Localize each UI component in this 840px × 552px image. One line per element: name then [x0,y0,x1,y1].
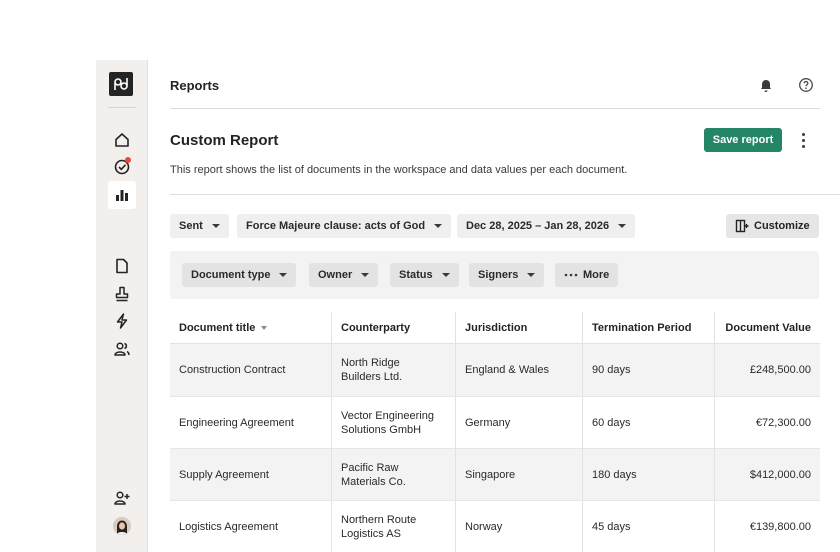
filter-label: Force Majeure clause: acts of God [246,220,426,232]
header-divider [170,108,820,109]
sidebar-item-home[interactable] [108,126,136,154]
logo-mark-icon [113,77,129,91]
user-avatar[interactable] [113,517,131,535]
cell-jurisdiction: Singapore [455,449,582,500]
cell-document-value: £248,500.00 [714,344,820,396]
table-row[interactable] [170,396,820,448]
counterparty-line: Builders Ltd. [341,371,403,383]
caret-down-icon [361,273,369,277]
ellipsis-icon [564,273,578,277]
kebab-dot-icon [802,133,805,136]
filter-label: Owner [318,269,353,281]
lightning-icon [113,312,131,330]
help-button[interactable] [797,76,815,94]
counterparty-line: Solutions GmbH [341,423,422,436]
sidebar-item-documents[interactable] [108,252,136,280]
more-label: More [583,269,610,281]
cell-document-value: $412,000.00 [714,449,820,500]
filter-label: Status [399,269,433,281]
cell-counterparty [331,397,455,448]
stamp-icon [113,285,131,303]
table-row[interactable] [170,448,820,500]
table-row[interactable] [170,344,820,396]
cell-counterparty [331,344,455,396]
sidebar-item-contacts[interactable] [108,335,136,363]
bar-chart-icon [113,186,131,204]
counterparty-line: Materials Co. [341,475,406,488]
cell-document-value: €139,800.00 [714,501,820,552]
save-report-button[interactable]: Save report [704,128,782,152]
cell-document-title: Logistics Agreement [179,520,279,533]
cell-jurisdiction: England & Wales [455,344,582,396]
people-icon [113,340,131,358]
column-label: Document title [179,321,256,334]
sort-caret-icon [261,326,267,330]
column-header-counterparty[interactable]: Counterparty [331,312,455,343]
filter-status[interactable] [390,263,459,287]
cell-termination-period: 60 days [582,397,714,448]
caret-down-icon [442,273,450,277]
sidebar-item-automation[interactable] [108,307,136,335]
cell-termination-period: 180 days [582,449,714,500]
more-filters-button[interactable] [555,263,618,287]
cell-jurisdiction: Norway [455,501,582,552]
counterparty-line: Northern Route [341,513,417,526]
cell-document-title: Construction Contract [179,364,286,376]
customize-button[interactable] [726,214,819,238]
filter-clause[interactable] [237,214,451,238]
cell-termination-period: 45 days [582,501,714,552]
report-title: Custom Report [170,132,279,149]
avatar-portrait-icon [113,517,131,535]
sidebar-item-invite-user[interactable] [108,484,136,512]
table-row[interactable] [170,500,820,552]
sidebar-item-tasks[interactable] [108,153,136,181]
sidebar [96,60,148,552]
cell-termination-period: 90 days [582,344,714,396]
caret-down-icon [434,224,442,228]
report-description: This report shows the list of documents in the workspace and data values per each document. [170,164,628,176]
caret-down-icon [279,273,287,277]
notifications-button[interactable] [757,76,775,94]
document-icon [113,257,131,275]
page-title: Reports [170,78,220,93]
kebab-dot-icon [802,139,805,142]
bell-icon [758,77,774,93]
sidebar-item-notary[interactable] [108,280,136,308]
caret-down-icon [527,273,535,277]
cell-document-title: Supply Agreement [179,468,269,481]
cell-counterparty [331,449,455,500]
filter-label: Document type [191,269,271,281]
counterparty-line: Logistics AS [341,527,401,540]
sidebar-item-reports[interactable] [108,181,136,209]
help-icon [798,77,814,93]
filter-label: Sent [179,220,203,232]
more-options-button[interactable] [795,130,811,150]
report-table [170,312,820,552]
cell-counterparty [331,501,455,552]
filter-label: Signers [478,269,519,281]
cell-document-value: €72,300.00 [714,397,820,448]
column-header-document-title[interactable] [170,312,331,343]
customize-label: Customize [754,220,810,232]
filter-document-type[interactable] [182,263,296,287]
cell-document-title: Engineering Agreement [179,416,294,429]
column-header-termination-period[interactable]: Termination Period [582,312,714,343]
home-icon [113,131,131,149]
customize-columns-icon [735,219,749,233]
column-header-document-value[interactable]: Document Value [714,312,820,343]
filter-status-sent[interactable] [170,214,229,238]
pandadoc-logo[interactable] [109,72,133,96]
caret-down-icon [618,224,626,228]
table-header [170,312,820,344]
kebab-dot-icon [802,145,805,148]
sidebar-divider [108,107,136,108]
counterparty-line: Vector Engineering [341,409,434,422]
filter-signers[interactable] [469,263,544,287]
caret-down-icon [212,224,220,228]
notification-dot [125,157,131,163]
filter-date-range[interactable] [457,214,635,238]
counterparty-line: North Ridge [341,357,400,369]
filter-label: Dec 28, 2025 – Jan 28, 2026 [466,220,610,232]
add-user-icon [113,489,131,507]
cell-jurisdiction: Germany [455,397,582,448]
description-divider [170,194,840,195]
column-header-jurisdiction[interactable]: Jurisdiction [455,312,582,343]
filter-owner[interactable] [309,263,378,287]
counterparty-line: Pacific Raw [341,461,399,474]
